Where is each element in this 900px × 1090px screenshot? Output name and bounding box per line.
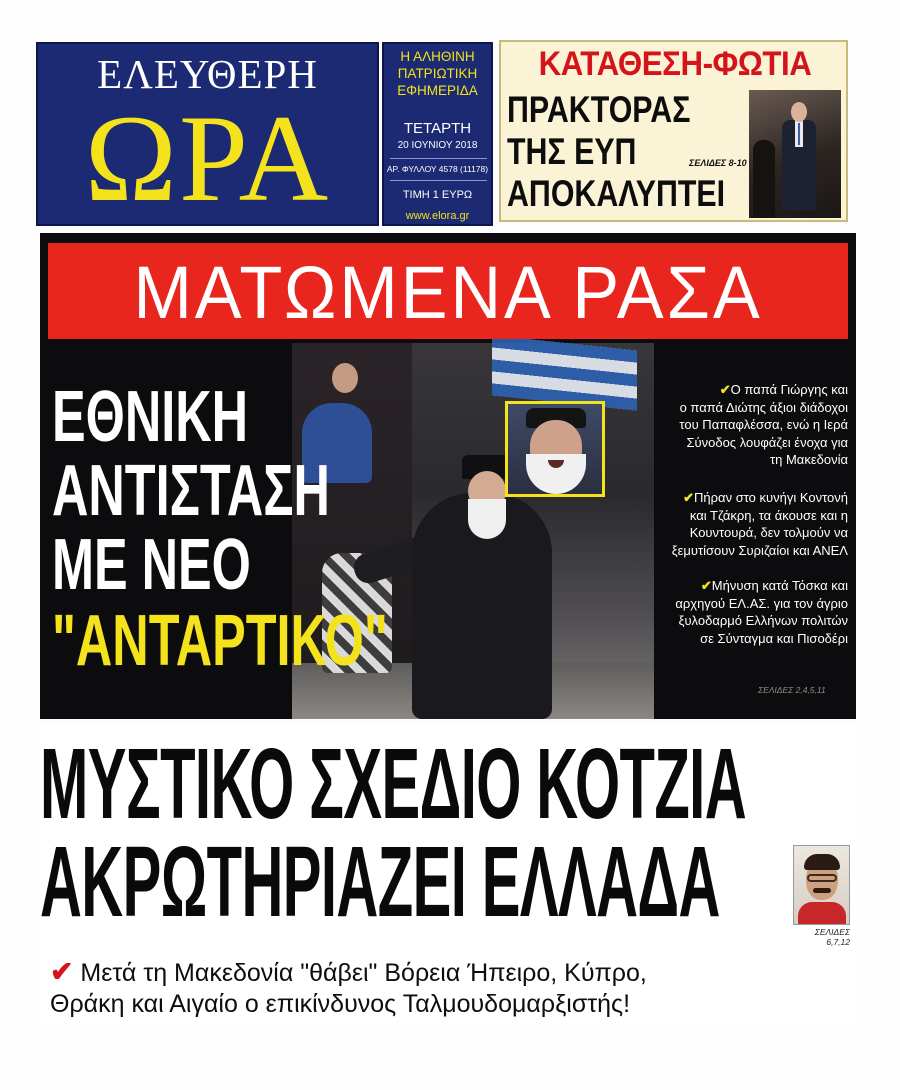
- photo-figure: [813, 888, 831, 893]
- bottom-story[interactable]: [40, 724, 856, 1024]
- greek-flag-image: [492, 335, 637, 410]
- bullet-line: ξεμυτίσουν Συριζαίοι και ΑΝΕΛ: [671, 542, 848, 558]
- photo-figure: [804, 854, 840, 870]
- bullet-line: τη Μακεδονία: [770, 452, 848, 467]
- divider: [390, 158, 487, 159]
- photo-figure: [798, 902, 846, 925]
- tagline-line: Η ΑΛΗΘΙΝΗ: [400, 49, 475, 64]
- bullet-line: ✔Πήραν στο κυνήγι Κοντονή: [683, 490, 848, 505]
- bullet-line: σε Σύνταγμα και Πισοδέρι: [700, 630, 848, 646]
- masthead-name-top: ΕΛΕΥΘΕΡΗ: [97, 51, 318, 97]
- bullet-line: ξυλοδαρμό Ελλήνων πολιτών: [678, 613, 848, 628]
- teaser-box[interactable]: [499, 40, 848, 222]
- bottom-pages-label: ΣΕΛΙΔΕΣ: [814, 927, 850, 937]
- bullet-item: [648, 381, 848, 469]
- check-icon: ✔: [719, 382, 731, 397]
- issue-number: ΑΡ. ΦΥΛΛΟΥ 4578 (11178): [386, 164, 489, 174]
- teaser-headline-line: ΠΡΑΚΤΟΡΑΣ: [507, 89, 691, 130]
- main-banner: [48, 243, 848, 339]
- portrait-photo: [793, 845, 850, 925]
- issue-date: 20 ΙΟΥΝΙΟΥ 2018: [397, 140, 478, 151]
- main-pages: ΣΕΛΙΔΕΣ 2,4,5,11: [758, 685, 826, 695]
- masthead-name-big: ΩΡΑ: [84, 90, 331, 227]
- bottom-pages: [810, 927, 850, 947]
- masthead: [36, 42, 379, 226]
- photo-figure: [753, 140, 775, 218]
- teaser-pages: ΣΕΛΙΔΕΣ 8-10: [689, 158, 747, 168]
- bullet-line: του Παπαφλέσσα, ενώ η Ιερά: [679, 417, 848, 432]
- bottom-headline-line: ΜΥΣΤΙΚΟ ΣΧΕΔΙΟ ΚΟΤΖΙΑ: [40, 728, 747, 840]
- photo-crowd: [332, 363, 358, 393]
- bullet-item: [648, 489, 848, 559]
- issue-price: ΤΙΜΗ 1 ΕΥΡΩ: [402, 189, 473, 201]
- bullet-line: Κουντουρά, δεν τολμούν να: [689, 525, 848, 540]
- issue-day: ΤΕΤΑΡΤΗ: [403, 120, 472, 137]
- kicker-highlight: "ΑΝΤΑΡΤΙΚΟ": [52, 601, 388, 681]
- bullet-line: Σύνοδος λουφάζει ένοχα για: [686, 434, 848, 450]
- tagline: [384, 48, 491, 99]
- bullet-item: [648, 577, 848, 647]
- inset-photo: [505, 401, 605, 497]
- bullet-line: και Τζάκρη, τα άκουσε και η: [689, 507, 848, 523]
- bullet-line: ✔Ο παπά Γιώργης και: [719, 382, 848, 397]
- kicker-line: ΜΕ ΝΕΟ: [52, 525, 251, 605]
- bottom-subheadline-line: ✔ Μετά τη Μακεδονία "θάβει" Βόρεια Ήπειρο, Κύπρο,: [50, 956, 647, 987]
- check-icon: ✔: [700, 578, 712, 593]
- bullet-line: ✔Μήνυση κατά Τόσκα και: [700, 578, 848, 593]
- bullet-line: αρχηγού ΕΛ.ΑΣ. για τον άγριο: [675, 595, 848, 611]
- website-link[interactable]: www.elora.gr: [405, 210, 470, 222]
- check-icon: ✔: [683, 490, 695, 505]
- bottom-pages-numbers: 6,7,12: [826, 937, 850, 947]
- main-banner-title: ΜΑΤΩΜΕΝΑ ΡΑΣΑ: [133, 251, 763, 334]
- teaser-kicker: ΚΑΤΑΘΕΣΗ-ΦΩΤΙΑ: [538, 45, 812, 83]
- bullet-line: ο παπά Διώτης άξιοι διάδοχοι: [679, 399, 848, 415]
- kicker-line: ΕΘΝΙΚΗ: [52, 377, 249, 457]
- teaser-headline-line: ΤΗΣ ΕΥΠ: [507, 131, 637, 172]
- photo-figure: [807, 874, 837, 882]
- teaser-headline-line: ΑΠΟΚΑΛΥΠΤΕΙ: [507, 173, 726, 214]
- tagline-line: ΕΦΗΜΕΡΙΔΑ: [397, 83, 478, 98]
- bottom-headline-line: ΑΚΡΩΤΗΡΙΑΖΕΙ ΕΛΛΑΔΑ: [40, 826, 720, 938]
- tagline-line: ΠΑΤΡΙΩΤΙΚΗ: [397, 66, 478, 81]
- photo-figure: [791, 102, 807, 122]
- bottom-subheadline-line: Θράκη και Αιγαίο ο επικίνδυνος Ταλμουδομαρξιστής!: [50, 990, 631, 1018]
- check-icon: ✔: [50, 956, 74, 987]
- photo-figure: [798, 123, 800, 145]
- teaser-photo: [749, 90, 841, 218]
- kicker-line: ΑΝΤΙΣΤΑΣΗ: [52, 451, 330, 531]
- main-story[interactable]: [40, 233, 856, 719]
- photo-figure: [468, 499, 506, 539]
- divider: [390, 180, 487, 181]
- issue-info-box: [382, 42, 493, 226]
